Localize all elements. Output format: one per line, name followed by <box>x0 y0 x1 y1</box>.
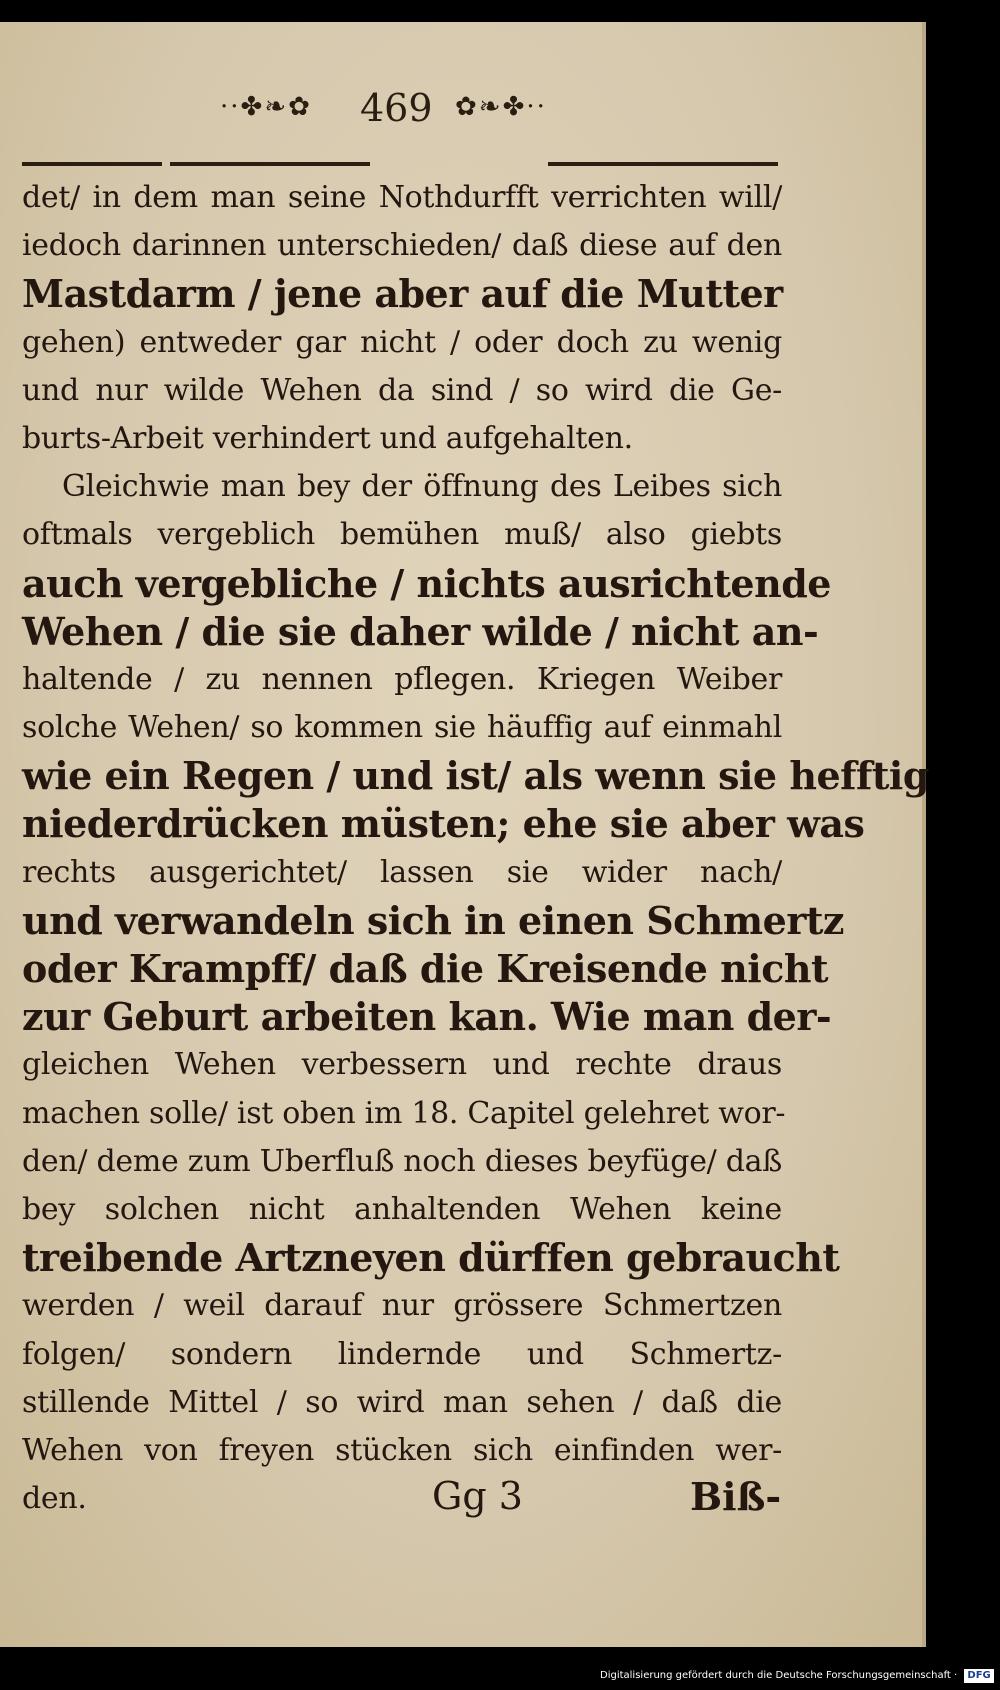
text-line: werden / weil darauf nur grössere Schmertzen <box>22 1288 782 1324</box>
text-line: machen solle/ ist oben im 18. Capitel gelehret wor- <box>22 1095 786 1131</box>
catchword: Biß- <box>690 1474 782 1519</box>
text-line: oder Krampff/ daß die Kreisende nicht <box>22 946 829 991</box>
digitization-credit <box>600 1665 994 1687</box>
header-ornament-left: ··✤❧✿ <box>220 92 312 122</box>
text-line: burts-Arbeit verhindert und aufgehalten. <box>22 420 633 456</box>
header-rule <box>548 162 778 166</box>
text-line: bey solchen nicht anhaltenden Wehen keine <box>22 1191 782 1227</box>
text-line: und verwandeln sich in einen Schmertz <box>22 897 844 943</box>
text-line: zur Geburt arbeiten kan. Wie man der- <box>22 994 832 1040</box>
dfg-logo: DFG <box>964 1669 993 1683</box>
signature-mark: Gg 3 <box>432 1474 523 1518</box>
book-page <box>0 22 929 1647</box>
text-line: auch vergebliche / nichts ausrichtende <box>22 560 831 606</box>
text-line: folgen/ sondern lindernde und Schmertz- <box>22 1336 782 1372</box>
credit-text: Digitalisierung gefördert durch die Deutsche Forschungsgemeinschaft · <box>600 1670 958 1681</box>
text-line: Wehen von freyen stücken sich einfinden wer- <box>22 1432 782 1468</box>
page-header <box>0 86 922 132</box>
body-text <box>22 174 929 1523</box>
header-rule <box>170 162 370 166</box>
text-line: solche Wehen/ so kommen sie häuffig auf einmahl <box>22 710 782 746</box>
text-line: und nur wilde Wehen da sind / so wird die Ge- <box>22 372 782 408</box>
text-line: treibende Artzneyen dürffen gebraucht <box>22 1235 840 1281</box>
text-line: gehen) entweder gar nicht / oder doch zu wenig <box>22 324 782 360</box>
text-line: haltende / zu nennen pflegen. Kriegen Weiber <box>22 661 782 697</box>
page-number: 469 <box>360 86 433 130</box>
text-line: den. <box>22 1481 87 1517</box>
text-line: gleichen Wehen verbessern und rechte draus <box>22 1047 782 1083</box>
text-line: rechts ausgerichtet/ lassen sie wider nach/ <box>22 854 782 890</box>
text-line: iedoch darinnen unterschieden/ daß diese auf den <box>22 228 782 264</box>
text-line: oftmals vergeblich bemühen muß/ also giebts <box>22 517 782 553</box>
text-line: det/ in dem man seine Nothdurfft verrichten will/ <box>22 180 782 215</box>
text-line: den/ deme zum Uberfluß noch dieses beyfüge/ daß <box>22 1143 782 1179</box>
text-line: Gleichwie man bey der öffnung des Leibes sich <box>62 469 782 505</box>
text-line: wie ein Regen / und ist/ als wenn sie hefftig <box>22 753 929 799</box>
text-line: niederdrücken müsten; ehe sie aber was <box>22 801 865 847</box>
text-line: Wehen / die sie daher wilde / nicht an- <box>22 608 819 654</box>
header-ornament-right: ✿❧✤·· <box>455 92 547 122</box>
text-line: Mastdarm / jene aber auf die Mutter <box>22 271 783 317</box>
page-footer <box>0 1474 922 1534</box>
header-rule <box>22 162 162 166</box>
text-line: stillende Mittel / so wird man sehen / daß die <box>22 1384 782 1420</box>
